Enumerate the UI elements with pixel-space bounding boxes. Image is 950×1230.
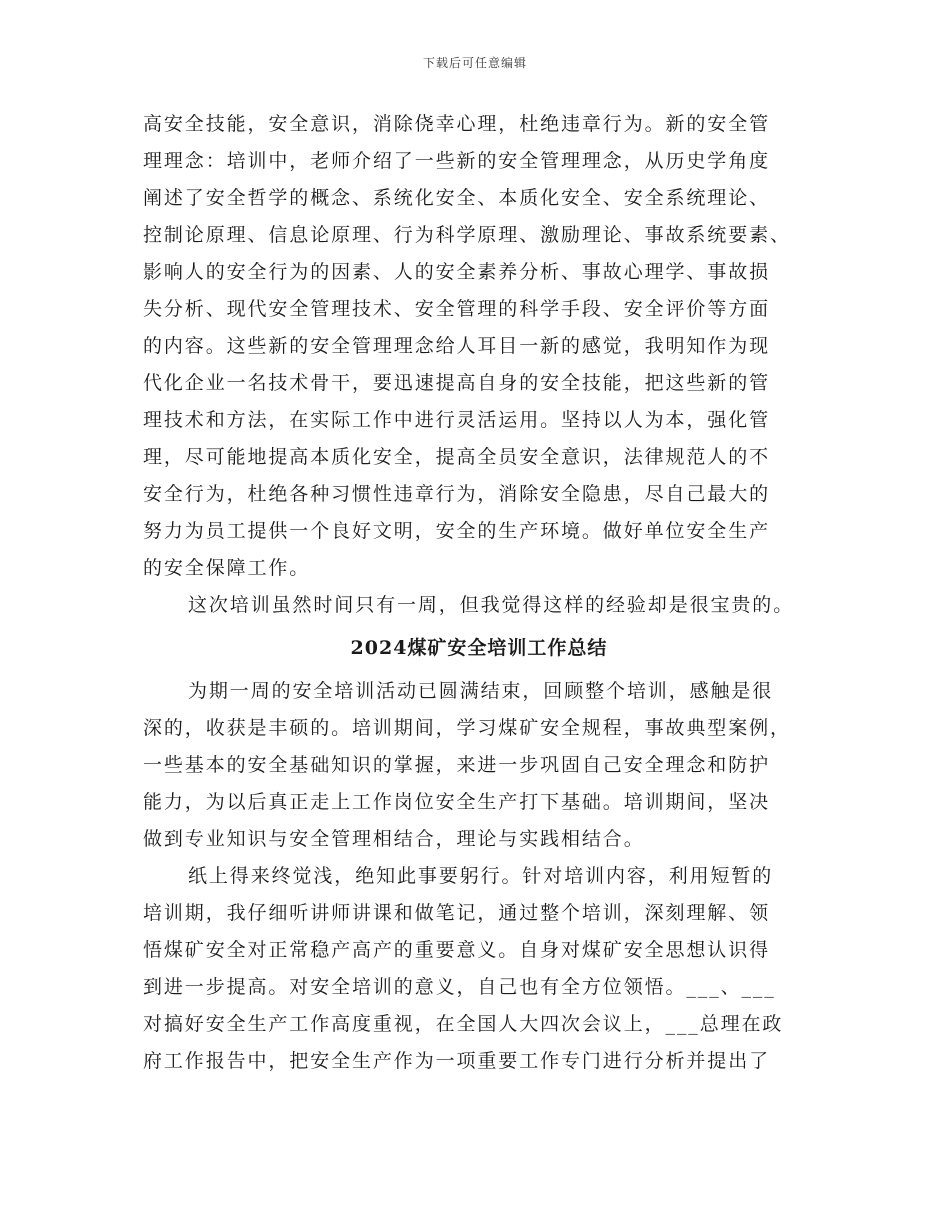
text-line: 理理念：培训中，老师介绍了一些新的安全管理理念，从历史学角度	[143, 150, 771, 172]
text-line: 影响人的安全行为的因素、人的安全素养分析、事故心理学、事故损	[143, 261, 771, 283]
text-line: 培训期，我仔细听讲师讲课和做笔记，通过整个培训，深刻理解、领	[143, 902, 771, 924]
text-line: 理技术和方法，在实际工作中进行灵活运用。坚持以人为本，强化管	[143, 409, 771, 431]
text-line: 安全行为，杜绝各种习惯性违章行为，消除安全隐患，尽自己最大的	[143, 483, 771, 505]
text-line: 理，尽可能地提高本质化安全，提高全员安全意识，法律规范人的不	[143, 446, 771, 468]
text-line: 府工作报告中，把安全生产作为一项重要工作专门进行分析并提出了	[143, 1050, 771, 1072]
text-line: 的内容。这些新的安全管理理念给人耳目一新的感觉，我明知作为现	[143, 335, 771, 357]
text-line: 的安全保障工作。	[143, 557, 311, 579]
text-line: 纸上得来终觉浅，绝知此事要躬行。针对培训内容，利用短暂的	[188, 865, 774, 887]
paragraph-safety-concepts	[143, 106, 815, 587]
paragraph-practice	[143, 858, 815, 1080]
text-line: 控制论原理、信息论原理、行为科学原理、激励理论、事故系统要素、	[143, 224, 791, 246]
paragraph-training-summary	[143, 673, 815, 858]
text-line: 努力为员工提供一个良好文明，安全的生产环境。做好单位安全生产	[143, 520, 771, 542]
text-line: 失分析、现代安全管理技术、安全管理的科学手段、安全评价等方面	[143, 298, 771, 320]
text-line: 为期一周的安全培训活动已圆满结束，回顾整个培训，感触是很	[188, 680, 774, 702]
text-line: 到进一步提高。对安全培训的意义，自己也有全方位领悟。___、___	[143, 976, 776, 998]
text-line: 悟煤矿安全对正常稳产高产的重要意义。自身对煤矿安全思想认识得	[143, 939, 771, 961]
text-line: 能力，为以后真正走上工作岗位安全生产打下基础。培训期间，坚决	[143, 791, 771, 813]
paragraph-closing	[143, 587, 815, 624]
text-line: 一些基本的安全基础知识的掌握，来进一步巩固自己安全理念和防护	[143, 754, 771, 776]
text-line: 代化企业一名技术骨干，要迅速提高自身的安全技能，把这些新的管	[143, 372, 771, 394]
page-header: 下载后可任意编辑	[422, 56, 527, 70]
text-line: 对搞好安全生产工作高度重视，在全国人大四次会议上，___总理在政	[143, 1013, 784, 1035]
text-line: 深的，收获是丰硕的。培训期间，学习煤矿安全规程，事故典型案例，	[143, 717, 791, 739]
text-line: 阐述了安全哲学的概念、系统化安全、本质化安全、安全系统理论、	[143, 187, 771, 209]
document-body	[143, 106, 815, 1080]
text-line: 做到专业知识与安全管理相结合，理论与实践相结合。	[143, 828, 645, 850]
text-line: 这次培训虽然时间只有一周，但我觉得这样的经验却是很宝贵的。	[188, 594, 795, 616]
text-line: 高安全技能，安全意识，消除侥幸心理，杜绝违章行为。新的安全管	[143, 113, 771, 135]
section-title: 2024煤矿安全培训工作总结	[350, 637, 608, 659]
